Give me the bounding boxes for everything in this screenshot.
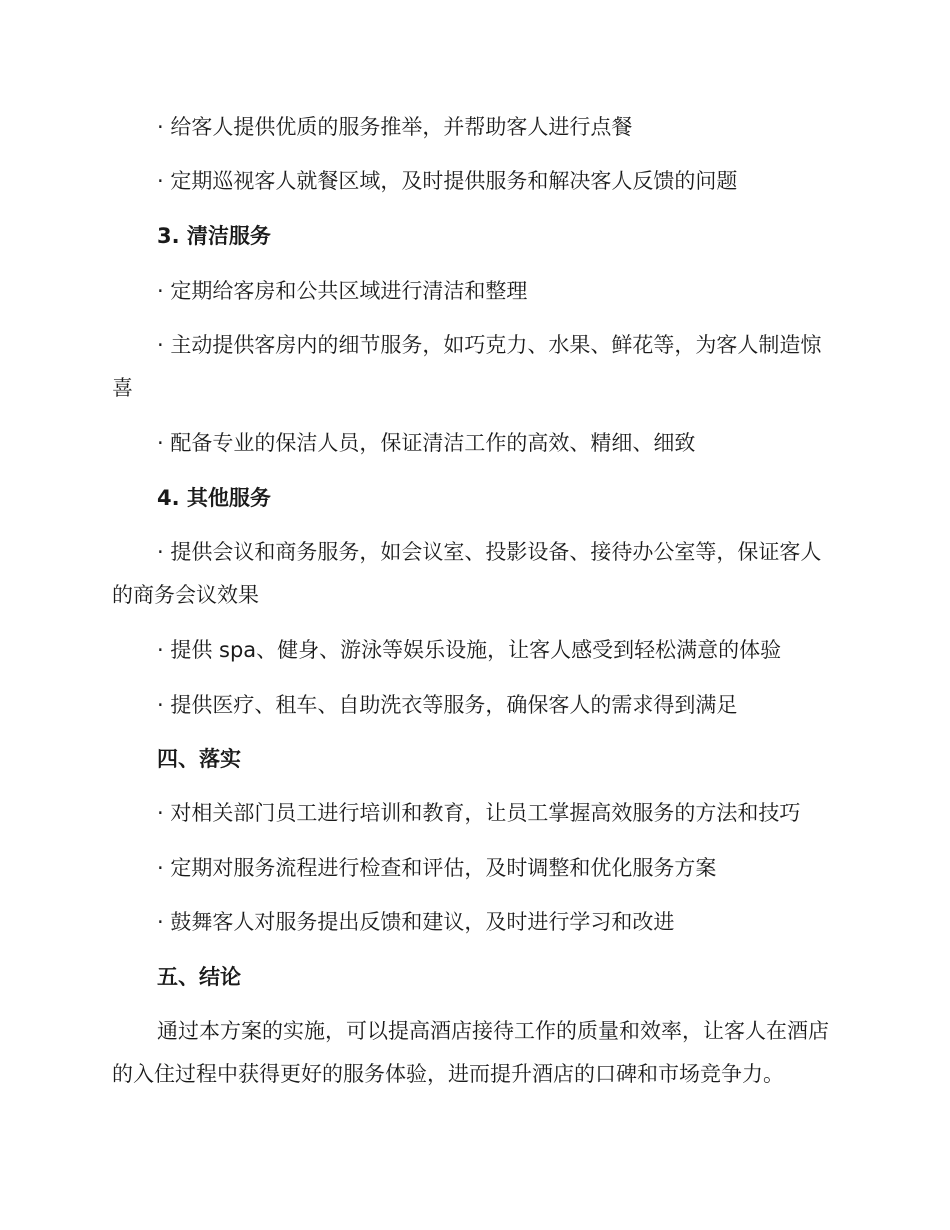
section-heading: 五、结论 bbox=[157, 965, 241, 989]
section-heading: 4. 其他服务 bbox=[157, 486, 271, 510]
conclusion-paragraph: 通过本方案的实施，可以提高酒店接待工作的质量和效率，让客人在酒店的入住过程中获得更好的服务体验，进而提升酒店的口碑和市场竞争力。 bbox=[112, 1019, 829, 1086]
list-item: · 提供会议和商务服务，如会议室、投影设备、接待办公室等，保证客人的商务会议效果 bbox=[112, 531, 830, 617]
list-item: · 鼓舞客人对服务提出反馈和建议，及时进行学习和改进 bbox=[112, 901, 830, 944]
list-item: · 配备专业的保洁人员，保证清洁工作的高效、精细、细致 bbox=[112, 422, 830, 465]
list-item: · 对相关部门员工进行培训和教育，让员工掌握高效服务的方法和技巧 bbox=[112, 792, 830, 835]
list-item: · 定期巡视客人就餐区域，及时提供服务和解决客人反馈的问题 bbox=[112, 160, 830, 203]
list-item: · 主动提供客房内的细节服务，如巧克力、水果、鲜花等，为客人制造惊喜 bbox=[112, 324, 830, 410]
list-item: · 给客人提供优质的服务推举，并帮助客人进行点餐 bbox=[112, 106, 830, 149]
section-heading: 四、落实 bbox=[157, 747, 241, 771]
list-item: · 定期给客房和公共区域进行清洁和整理 bbox=[112, 270, 830, 313]
list-item: · 提供 spa、健身、游泳等娱乐设施，让客人感受到轻松满意的体验 bbox=[112, 629, 830, 672]
section-heading: 3. 清洁服务 bbox=[157, 224, 271, 248]
list-item: · 提供医疗、租车、自助洗衣等服务，确保客人的需求得到满足 bbox=[112, 684, 830, 727]
list-item: · 定期对服务流程进行检查和评估，及时调整和优化服务方案 bbox=[112, 847, 830, 890]
